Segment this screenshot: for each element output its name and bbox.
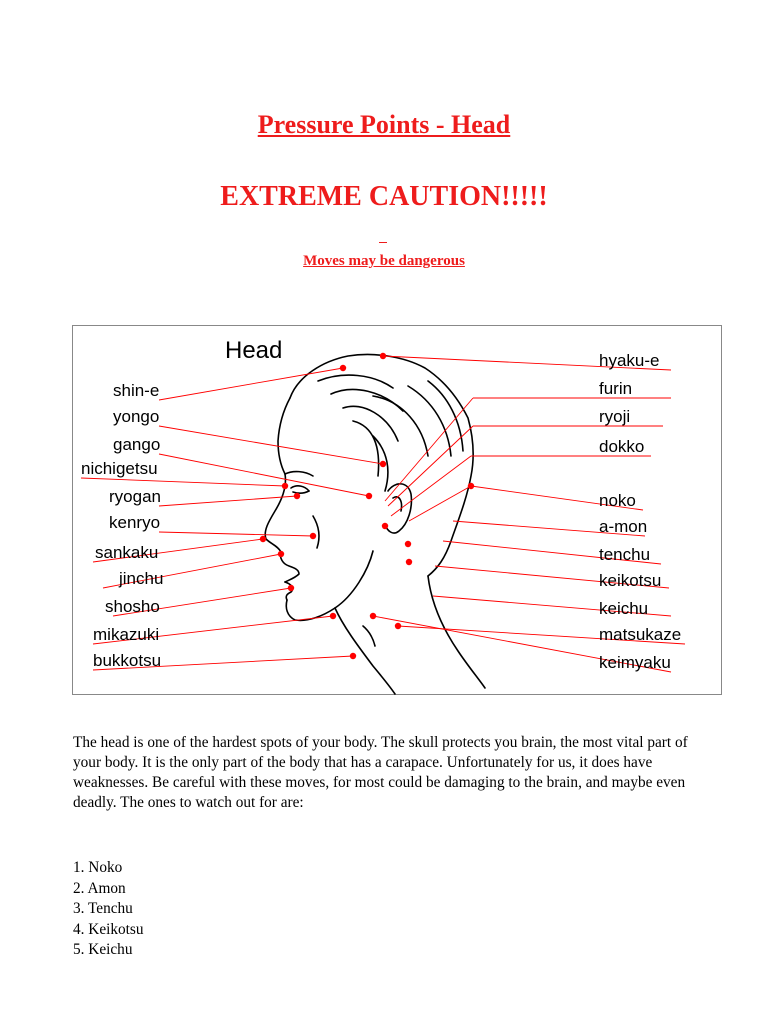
label-shosho: shosho [105,597,160,616]
label-a-mon: a-mon [599,517,648,536]
label-shin-e: shin-e [113,381,160,400]
label-ryogan: ryogan [109,487,161,506]
caution-heading: EXTREME CAUTION!!!!! [220,181,548,212]
subtitle: Moves may be dangerous [303,253,465,269]
label-keikotsu: keikotsu [599,571,662,590]
label-ryoji: ryoji [599,407,631,426]
page-title: Pressure Points - Head [257,110,511,139]
label-sankaku: sankaku [95,543,159,562]
leader-lines [81,356,685,672]
label-furin: furin [599,379,633,398]
label-keimyaku: keimyaku [599,653,671,672]
head-diagram-svg [73,326,723,696]
label-noko: noko [599,491,636,510]
head-outline [265,355,485,695]
list-item: 4. Keikotsu [73,920,144,938]
underline-mark [379,242,387,243]
label-mikazuki: mikazuki [93,625,160,644]
label-matsukaze: matsukaze [599,625,682,644]
list-item: 5. Keichu [73,941,133,959]
label-nichigetsu: nichigetsu [81,459,158,478]
label-keichu: keichu [599,599,649,618]
pressure-points [260,353,474,659]
watch-list [73,858,373,961]
diagram-heading: Head [225,337,283,364]
label-yongo: yongo [113,407,160,426]
list-item: 1. Noko [73,859,123,876]
label-hyaku-e: hyaku-e [599,351,660,370]
head-diagram [72,325,722,695]
right-labels [599,351,681,672]
label-tenchu: tenchu [599,545,651,564]
label-jinchu: jinchu [119,569,164,588]
list-item: 2. Amon [73,879,126,897]
left-labels [81,381,163,670]
body-paragraph: The head is one of the hardest spots of your body. The skull protects you brain, the most vital part of your body. It is the only part of the body that has a carapace. Unfortunately for us, it does have weaknesses. Be careful with these moves, for most could be damaging to the brain, and maybe even deadly. The ones to watch out for are: [73,734,688,811]
label-dokko: dokko [599,437,645,456]
label-gango: gango [113,435,161,454]
label-kenryo: kenryo [109,513,161,532]
list-item: 3. Tenchu [73,900,133,918]
label-bukkotsu: bukkotsu [93,651,162,670]
